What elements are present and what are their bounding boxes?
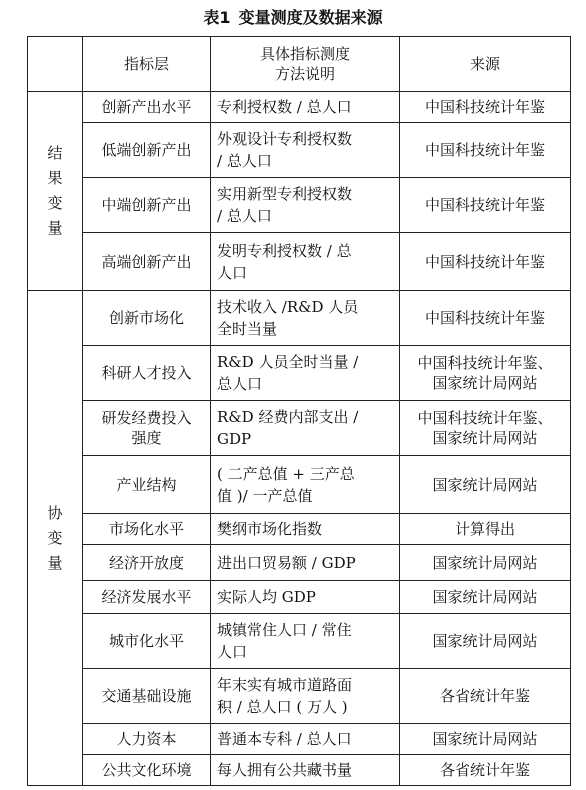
table-row — [28, 514, 571, 545]
method-cell: 实际人均 GDP — [211, 581, 400, 614]
source-cell: 计算得出 — [400, 514, 571, 545]
indicator-cell: 创新市场化 — [83, 291, 211, 346]
source-cell: 各省统计年鉴 — [400, 669, 571, 724]
source-cell: 各省统计年鉴 — [400, 755, 571, 786]
indicator-cell: 低端创新产出 — [83, 123, 211, 178]
indicator-cell: 研发经费投入 强度 — [83, 401, 211, 456]
table-row — [28, 92, 571, 123]
indicator-cell: 中端创新产出 — [83, 178, 211, 233]
method-cell: 实用新型专利授权数 / 总人口 — [211, 178, 400, 233]
table-row — [28, 614, 571, 669]
table-row — [28, 669, 571, 724]
table-row — [28, 401, 571, 456]
header-row — [28, 37, 571, 92]
method-cell: 进出口贸易额 / GDP — [211, 545, 400, 581]
source-cell: 国家统计局网站 — [400, 545, 571, 581]
method-cell: 年末实有城市道路面 积 / 总人口 ( 万人 ) — [211, 669, 400, 724]
indicator-cell: 城市化水平 — [83, 614, 211, 669]
source-cell: 国家统计局网站 — [400, 724, 571, 755]
table-row — [28, 123, 571, 178]
method-cell: 每人拥有公共藏书量 — [211, 755, 400, 786]
source-cell: 中国科技统计年鉴、 国家统计局网站 — [400, 401, 571, 456]
table-row — [28, 581, 571, 614]
indicator-cell: 人力资本 — [83, 724, 211, 755]
indicator-cell: 创新产出水平 — [83, 92, 211, 123]
source-cell: 中国科技统计年鉴 — [400, 92, 571, 123]
method-cell: R&D 经费内部支出 / GDP — [211, 401, 400, 456]
method-cell: 外观设计专利授权数 / 总人口 — [211, 123, 400, 178]
source-cell: 国家统计局网站 — [400, 456, 571, 514]
table-row — [28, 291, 571, 346]
source-cell: 国家统计局网站 — [400, 614, 571, 669]
indicator-cell: 高端创新产出 — [83, 233, 211, 291]
table-number: 表1 — [203, 8, 231, 27]
method-cell: 发明专利授权数 / 总 人口 — [211, 233, 400, 291]
indicator-cell: 经济开放度 — [83, 545, 211, 581]
group-result-variable — [28, 92, 83, 291]
method-cell: 樊纲市场化指数 — [211, 514, 400, 545]
header-method: 具体指标测度 方法说明 — [211, 37, 400, 92]
indicator-cell: 科研人才投入 — [83, 346, 211, 401]
source-cell: 中国科技统计年鉴 — [400, 178, 571, 233]
header-blank — [28, 37, 83, 92]
table-title-text: 变量测度及数据来源 — [238, 8, 383, 27]
table-row — [28, 346, 571, 401]
source-cell: 国家统计局网站 — [400, 581, 571, 614]
header-indicator: 指标层 — [83, 37, 211, 92]
header-source: 来源 — [400, 37, 571, 92]
method-cell: 普通本专科 / 总人口 — [211, 724, 400, 755]
indicator-cell: 市场化水平 — [83, 514, 211, 545]
method-cell: 城镇常住人口 / 常住 人口 — [211, 614, 400, 669]
indicator-cell: 经济发展水平 — [83, 581, 211, 614]
table-row — [28, 456, 571, 514]
table-row — [28, 755, 571, 786]
source-cell: 中国科技统计年鉴 — [400, 123, 571, 178]
indicator-cell: 公共文化环境 — [83, 755, 211, 786]
indicator-cell: 交通基础设施 — [83, 669, 211, 724]
variable-table — [27, 36, 571, 786]
source-cell: 中国科技统计年鉴 — [400, 233, 571, 291]
table-row — [28, 724, 571, 755]
table-row — [28, 545, 571, 581]
table-title — [0, 6, 586, 30]
method-cell: ( 二产总值 + 三产总 值 )/ 一产总值 — [211, 456, 400, 514]
source-cell: 中国科技统计年鉴 — [400, 291, 571, 346]
table-row — [28, 178, 571, 233]
group-label: 协变量 — [47, 503, 63, 572]
indicator-cell: 产业结构 — [83, 456, 211, 514]
table-row — [28, 233, 571, 291]
group-label: 结果变量 — [47, 144, 63, 237]
group-covariate — [28, 291, 83, 786]
method-cell: 技术收入 /R&D 人员 全时当量 — [211, 291, 400, 346]
source-cell: 中国科技统计年鉴、 国家统计局网站 — [400, 346, 571, 401]
method-cell: R&D 人员全时当量 / 总人口 — [211, 346, 400, 401]
method-cell: 专利授权数 / 总人口 — [211, 92, 400, 123]
